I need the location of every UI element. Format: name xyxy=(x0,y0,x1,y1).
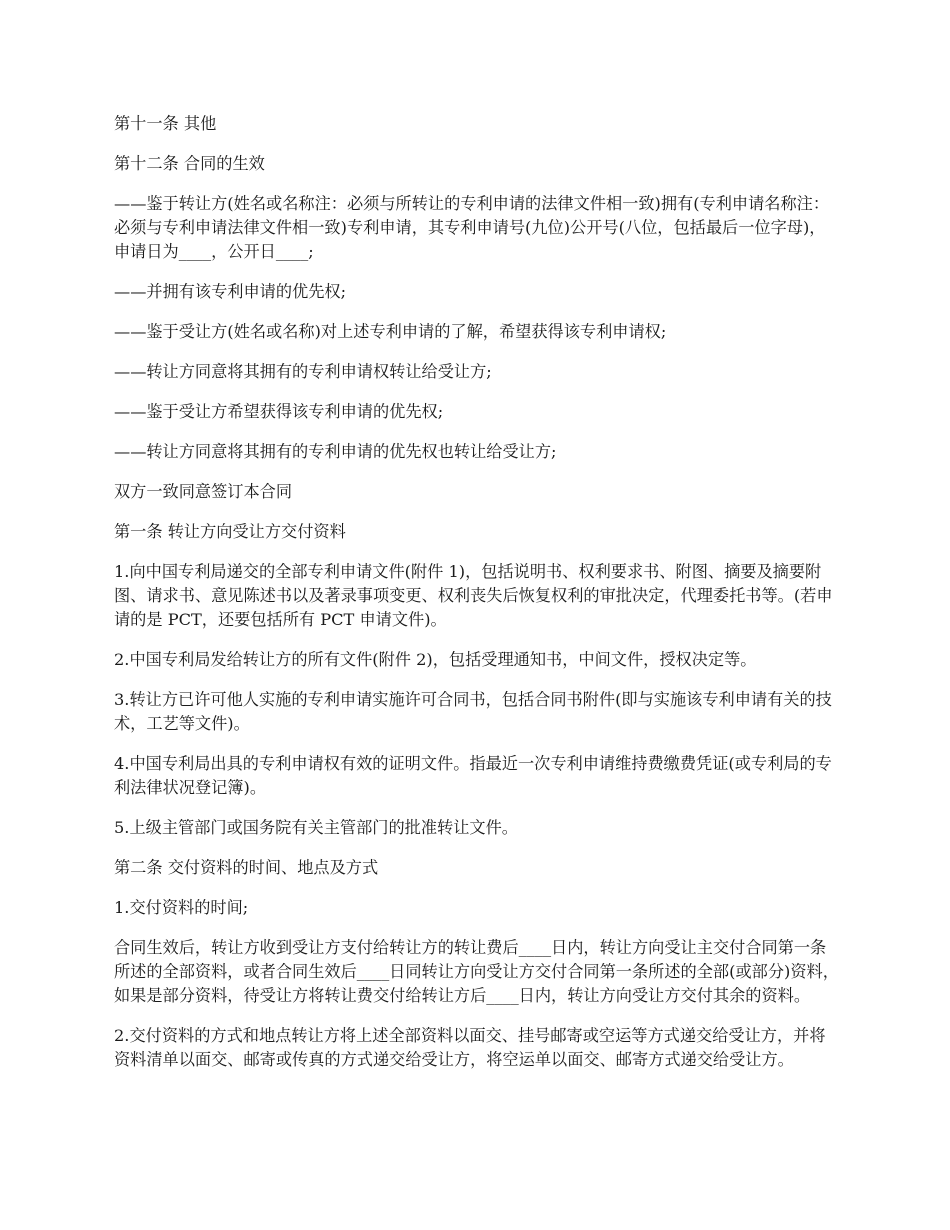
article-1-item-2: 2.中国专利局发给转让方的所有文件(附件 2)，包括受理通知书，中间文件，授权决定等。 xyxy=(114,650,757,669)
agreement-statement: 双方一致同意签订本合同 xyxy=(114,482,293,501)
recital-priority-transfer: ——转让方同意将其拥有的专利申请的优先权也转让给受让方; xyxy=(114,442,557,461)
article-1-item-1: 1.向中国专利局递交的全部专利申请文件(附件 1)，包括说明书、权利要求书、附图、摘要及摘要附图、请求书、意见陈述书以及著录事项变更、权利丧失后恢复权利的审批决定，代理委托书等。(若申请的是 PCT，还要包括所有 PCT 申请文件)。 xyxy=(114,562,833,629)
article-2-heading: 第二条 交付资料的时间、地点及方式 xyxy=(114,858,379,877)
article-1-item-5: 5.上级主管部门或国务院有关主管部门的批准转让文件。 xyxy=(114,818,518,837)
recital-priority-right: ——并拥有该专利申请的优先权; xyxy=(114,282,347,301)
article-2-item-1-detail: 合同生效后，转让方收到受让方支付给转让方的转让费后____日内，转让方向受让主交付合同第一条所述的全部资料，或者合同生效后____日同转让方向受让方交付合同第一条所述的全部(或部分)资料，如果是部分资料，待受让方将转让费交付给转让方后____日内，转让方向受让方交付其余的资料。 xyxy=(114,938,839,1005)
article-1-item-4: 4.中国专利局出具的专利申请权有效的证明文件。指最近一次专利申请维持费缴费凭证(或专利局的专利法律状况登记簿)。 xyxy=(114,754,832,797)
recital-transferee-interest: ——鉴于受让方(姓名或名称)对上述专利申请的了解，希望获得该专利申请权; xyxy=(114,322,667,341)
recital-transferor-ownership: ——鉴于转让方(姓名或名称注：必须与所转让的专利申请的法律文件相一致)拥有(专利申请名称注：必须与专利申请法律文件相一致)专利申请，其专利申请号(九位)公开号(八位，包括最后一位字母)，申请日为____，公开日____; xyxy=(114,194,830,261)
article-2-item-1: 1.交付资料的时间; xyxy=(114,898,249,917)
article-1-item-3: 3.转让方已许可他人实施的专利申请实施许可合同书，包括合同书附件(即与实施该专利申请有关的技术，工艺等文件)。 xyxy=(114,690,832,733)
recital-transfer-agreement: ——转让方同意将其拥有的专利申请权转让给受让方; xyxy=(114,362,492,381)
article-2-item-2: 2.交付资料的方式和地点转让方将上述全部资料以面交、挂号邮寄或空运等方式递交给受让方，并将资料清单以面交、邮寄或传真的方式递交给受让方，将空运单以面交、邮寄方式递交给受让方。 xyxy=(114,1026,826,1069)
recital-transferee-priority: ——鉴于受让方希望获得该专利申请的优先权; xyxy=(114,402,444,421)
article-11-heading: 第十一条 其他 xyxy=(114,114,217,133)
article-1-heading: 第一条 转让方向受让方交付资料 xyxy=(114,522,346,541)
article-12-heading: 第十二条 合同的生效 xyxy=(114,154,265,173)
